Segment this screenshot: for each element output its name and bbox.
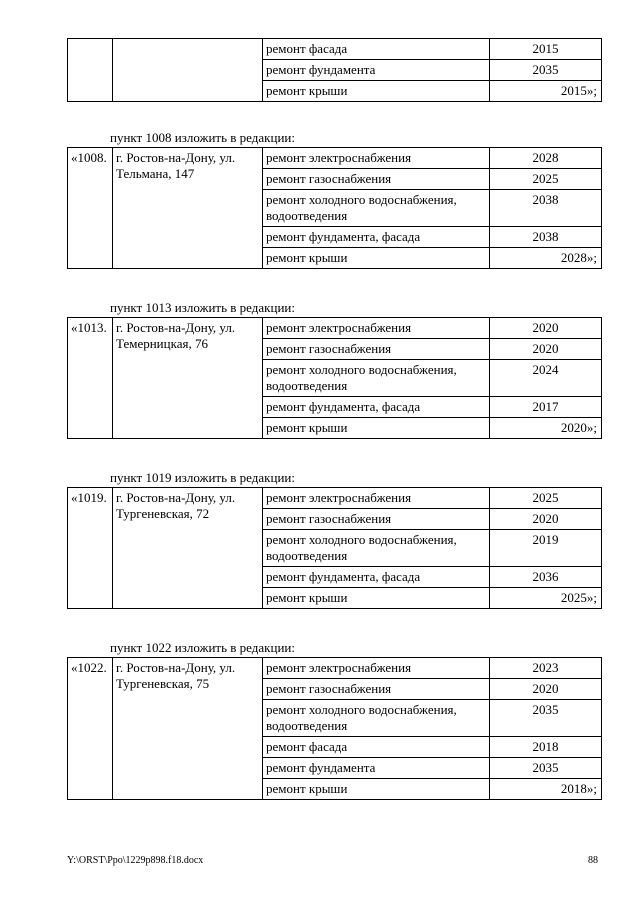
year-cell: 2024 (490, 360, 602, 397)
year-cell: 2015»; (490, 81, 602, 102)
work-cell: ремонт электроснабжения (263, 148, 490, 169)
year-cell: 2015 (490, 39, 602, 60)
table-row (68, 148, 602, 169)
work-cell: ремонт крыши (263, 418, 490, 439)
address-cell: г. Ростов-на-Дону, ул. Тургеневская, 75 (113, 658, 263, 800)
work-cell: ремонт крыши (263, 248, 490, 269)
year-cell: 2018»; (490, 779, 602, 800)
address-cell: г. Ростов-на-Дону, ул. Тургеневская, 72 (113, 488, 263, 609)
work-cell: ремонт газоснабжения (263, 509, 490, 530)
year-cell: 2019 (490, 530, 602, 567)
work-cell: ремонт крыши (263, 779, 490, 800)
number-cell: «1019. (68, 488, 113, 609)
work-cell: ремонт фундамента (263, 60, 490, 81)
work-cell: ремонт фасада (263, 737, 490, 758)
year-cell: 2020 (490, 318, 602, 339)
table-1013 (67, 317, 602, 439)
work-cell: ремонт крыши (263, 588, 490, 609)
section-intro: пункт 1022 изложить в редакции: (110, 640, 295, 655)
year-cell: 2017 (490, 397, 602, 418)
year-cell: 2028 (490, 148, 602, 169)
year-cell: 2038 (490, 190, 602, 227)
page-number: 88 (588, 855, 598, 866)
number-cell: «1013. (68, 318, 113, 439)
year-cell: 2038 (490, 227, 602, 248)
year-cell: 2018 (490, 737, 602, 758)
work-cell: ремонт холодного водоснабжения, водоотведения (263, 530, 490, 567)
year-cell: 2035 (490, 758, 602, 779)
table-1022 (67, 657, 602, 800)
year-cell: 2025 (490, 169, 602, 190)
table-row (68, 39, 602, 60)
year-cell: 2025»; (490, 588, 602, 609)
table-1008 (67, 147, 602, 269)
work-cell: ремонт электроснабжения (263, 488, 490, 509)
work-cell: ремонт газоснабжения (263, 169, 490, 190)
year-cell: 2020 (490, 509, 602, 530)
footer-file-path: Y:\ORST\Ppo\1229p898.f18.docx (67, 855, 204, 866)
work-cell: ремонт крыши (263, 81, 490, 102)
section-intro: пункт 1008 изложить в редакции: (110, 130, 295, 145)
table-1019 (67, 487, 602, 609)
table-row (68, 318, 602, 339)
year-cell: 2020»; (490, 418, 602, 439)
work-cell: ремонт холодного водоснабжения, водоотведения (263, 360, 490, 397)
address-cell (113, 39, 263, 102)
year-cell: 2023 (490, 658, 602, 679)
work-cell: ремонт электроснабжения (263, 658, 490, 679)
work-cell: ремонт газоснабжения (263, 679, 490, 700)
table-continuation (67, 38, 602, 102)
year-cell: 2028»; (490, 248, 602, 269)
year-cell: 2035 (490, 700, 602, 737)
number-cell (68, 39, 113, 102)
section-intro: пункт 1013 изложить в редакции: (110, 300, 295, 315)
work-cell: ремонт фундамента (263, 758, 490, 779)
section-intro: пункт 1019 изложить в редакции: (110, 470, 295, 485)
year-cell: 2036 (490, 567, 602, 588)
number-cell: «1008. (68, 148, 113, 269)
work-cell: ремонт фундамента, фасада (263, 397, 490, 418)
work-cell: ремонт фундамента, фасада (263, 567, 490, 588)
year-cell: 2035 (490, 60, 602, 81)
year-cell: 2020 (490, 679, 602, 700)
work-cell: ремонт электроснабжения (263, 318, 490, 339)
work-cell: ремонт фасада (263, 39, 490, 60)
work-cell: ремонт холодного водоснабжения, водоотведения (263, 700, 490, 737)
work-cell: ремонт фундамента, фасада (263, 227, 490, 248)
work-cell: ремонт холодного водоснабжения, водоотведения (263, 190, 490, 227)
year-cell: 2025 (490, 488, 602, 509)
year-cell: 2020 (490, 339, 602, 360)
table-row (68, 488, 602, 509)
address-cell: г. Ростов-на-Дону, ул. Тельмана, 147 (113, 148, 263, 269)
work-cell: ремонт газоснабжения (263, 339, 490, 360)
address-cell: г. Ростов-на-Дону, ул. Темерницкая, 76 (113, 318, 263, 439)
table-row (68, 658, 602, 679)
number-cell: «1022. (68, 658, 113, 800)
